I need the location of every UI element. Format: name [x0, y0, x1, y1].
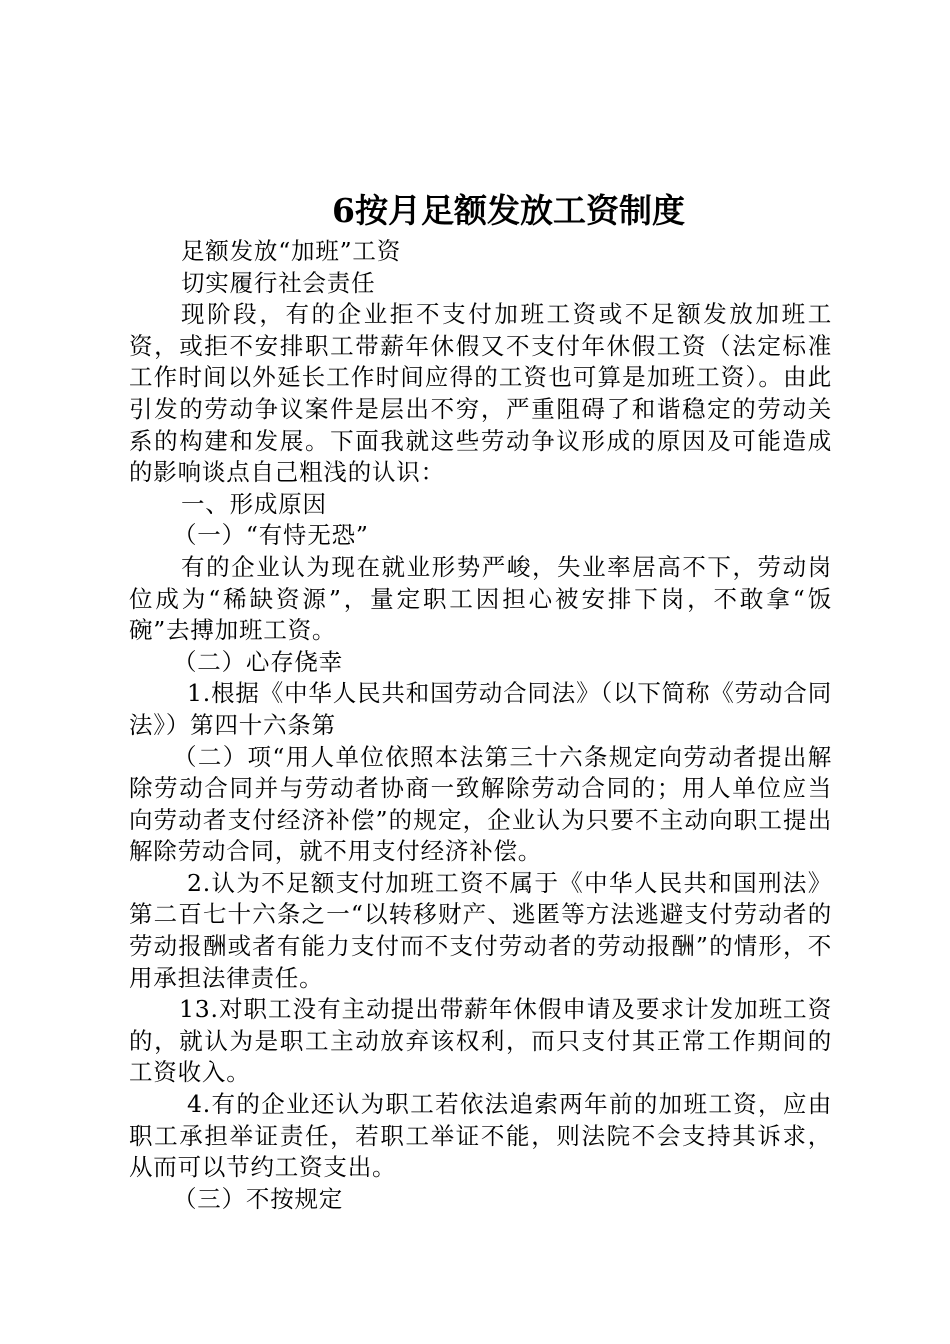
subheading-1: （一）“有恃无恐” [173, 521, 369, 550]
paragraph-body-1: 有的企业认为现在就业形势严峻，失业率居高不下，劳动岗位成为“稀缺资源”，量定职工因担心被安排下岗，不敢拿“饭碗”去搏加班工资。 [129, 552, 832, 645]
subheading-2: （二）心存侥幸 [173, 647, 344, 676]
document-title: 6按月足额发放工资制度 [332, 191, 685, 230]
paragraph-body-2: （二）项“用人单位依照本法第三十六条规定向劳动者提出解除劳动合同并与劳动者协商一致解除劳动合同的；用人单位应当向劳动者支付经济补偿”的规定，企业认为只要不主动向职工提出解除劳动合同，就不用支付经济补偿。 [129, 742, 832, 866]
paragraph-subtitle-2: 切实履行社会责任 [181, 268, 376, 297]
paragraph-intro: 现阶段，有的企业拒不支付加班工资或不足额发放加班工资，或拒不安排职工带薪年休假又不支付年休假工资（法定标准工作时间以外延长工作时间应得的工资也可算是加班工资）。由此引发的劳动争议案件是层出不穷，严重阻碍了和谐稳定的劳动关系的构建和发展。下面我就这些劳动争议形成的原因及可能造成的影响谈点自己粗浅的认识： [129, 300, 832, 487]
subheading-3: （三）不按规定 [173, 1184, 344, 1213]
list-item-3: 13.对职工没有主动提出带薪年休假申请及要求计发加班工资的，就认为是职工主动放弃该权利，而只支付其正常工作期间的工资收入。 [129, 995, 832, 1087]
list-item-4: 4.有的企业还认为职工若依法追索两年前的加班工资，应由职工承担举证责任，若职工举证不能，则法院不会支持其诉求，从而可以节约工资支出。 [129, 1090, 832, 1182]
paragraph-subtitle-1: 足额发放“加班”工资 [181, 237, 402, 265]
section-heading-causes: 一、形成原因 [181, 489, 327, 518]
list-item-2: 2.认为不足额支付加班工资不属于《中华人民共和国刑法》第二百七十六条之一“以转移财产、逃匿等方法逃避支付劳动者的劳动报酬或者有能力支付而不支付劳动者的劳动报酬”的情形，不用承担法律责任。 [129, 868, 832, 992]
document-page [129, 186, 832, 1215]
list-item-1: 1.根据《中华人民共和国劳动合同法》（以下简称《劳动合同法》）第四十六条第 [129, 679, 832, 739]
